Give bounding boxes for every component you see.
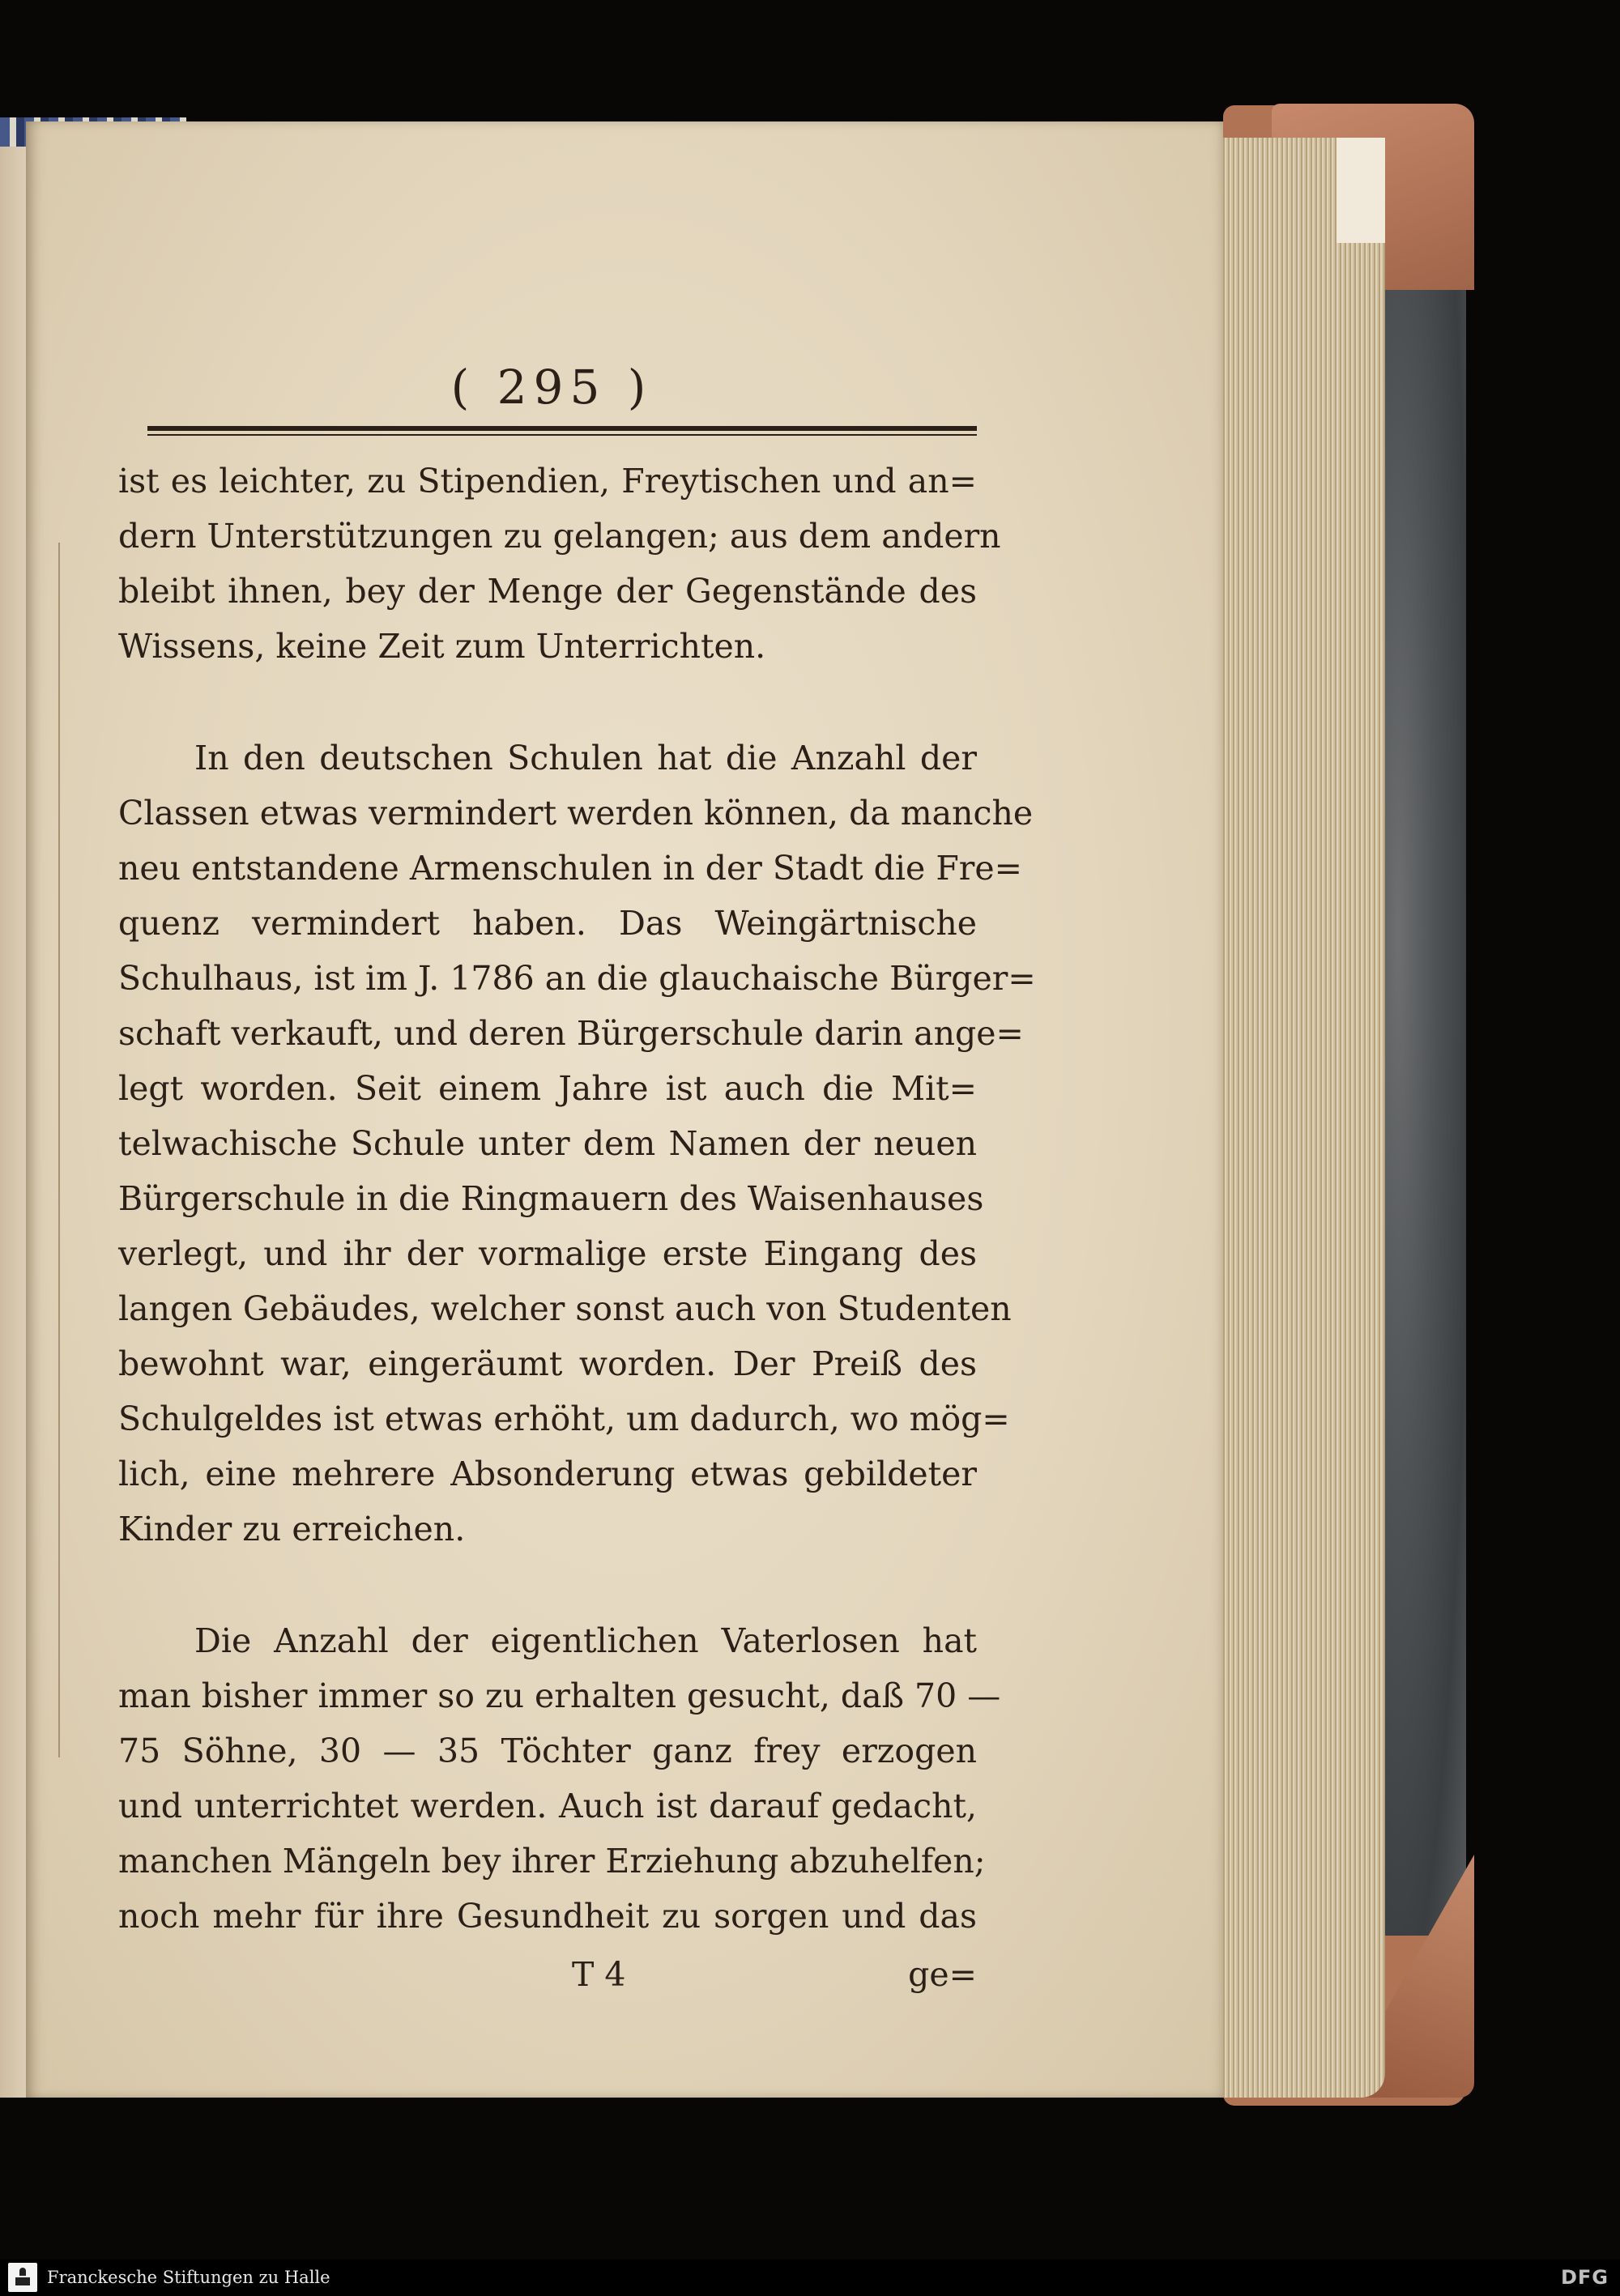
text-line: In den deutschen Schulen hat die Anzahl der [194, 739, 977, 777]
signature-mark: T 4 [572, 1955, 626, 1994]
gutter-crease [58, 543, 60, 1757]
page-stack-tip [1336, 138, 1385, 243]
francke-foundation-logo-icon [8, 2263, 37, 2292]
text-line: noch mehr für ihre Gesundheit zu sorgen und das [118, 1897, 977, 1936]
text-line: bleibt ihnen, bey der Menge der Gegenstände des [118, 572, 977, 611]
paragraph-3 [118, 1613, 1001, 1944]
paragraph-1 [118, 454, 1001, 674]
text-line: Schulhaus, ist im J. 1786 an die glauchaische Bürger= [118, 959, 1036, 998]
text-line: verlegt, und ihr der vormalige erste Eingang des [118, 1234, 977, 1273]
text-line: telwachische Schule unter dem Namen der neuen [118, 1124, 977, 1163]
text-line: Bürgerschule in die Ringmauern des Waisenhauses [118, 1179, 984, 1218]
text-line: schaft verkauft, und deren Bürgerschule darin ange= [118, 1014, 1024, 1053]
text-line: legt worden. Seit einem Jahre ist auch die Mit= [118, 1069, 977, 1108]
paragraph-2 [118, 731, 1036, 1557]
institution-credit: Franckesche Stiftungen zu Halle [47, 2268, 330, 2287]
text-line: Classen etwas vermindert werden können, da manche [118, 794, 1034, 833]
text-line: man bisher immer so zu erhalten gesucht, daß 70 — [118, 1676, 1001, 1715]
text-line: neu entstandene Armenschulen in der Stadt die Fre= [118, 849, 1022, 888]
text-line: lich, eine mehrere Absonderung etwas gebildeter [118, 1455, 977, 1493]
text-line: langen Gebäudes, welcher sonst auch von Studenten [118, 1289, 1012, 1328]
text-line: quenz vermindert haben. Das Weingärtnische [118, 904, 977, 943]
attribution-bar [0, 2260, 1620, 2296]
text-line: 75 Söhne, 30 — 35 Töchter ganz frey erzogen [118, 1732, 977, 1770]
dfg-logo: DFG [1560, 2266, 1609, 2289]
text-line: ist es leichter, zu Stipendien, Freytischen und an= [118, 462, 977, 501]
page-number: ( 295 ) [450, 360, 653, 415]
text-line: Schulgeldes ist etwas erhöht, um dadurch, wo mög= [118, 1399, 1010, 1438]
text-line: und unterrichtet werden. Auch ist darauf gedacht, [118, 1787, 977, 1825]
page-text [118, 356, 1036, 2002]
book-page [26, 121, 1223, 2098]
text-line: Wissens, keine Zeit zum Unterrichten. [118, 627, 766, 666]
text-line: Kinder zu erreichen. [118, 1510, 466, 1548]
text-line: Die Anzahl der eigentlichen Vaterlosen hat [194, 1621, 977, 1660]
header-rule [147, 426, 977, 436]
text-line: bewohnt war, eingeräumt worden. Der Preiß des [118, 1344, 977, 1383]
catchword: ge= [908, 1955, 977, 1994]
text-line: manchen Mängeln bey ihrer Erziehung abzuhelfen; [118, 1842, 986, 1881]
text-line: dern Unterstützungen zu gelangen; aus dem andern [118, 517, 1001, 556]
page-footer-line [118, 1947, 977, 2002]
